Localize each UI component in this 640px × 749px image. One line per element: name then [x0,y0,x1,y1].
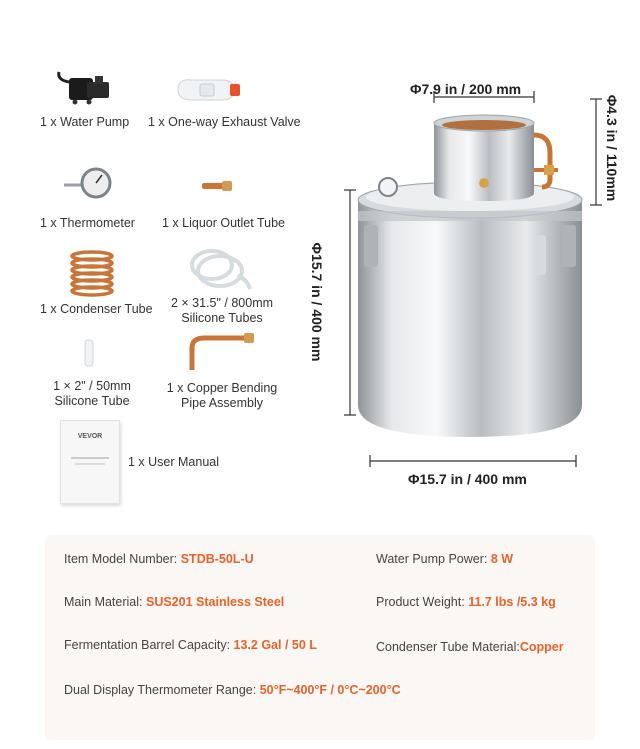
copper-pipe-label-line1: 1 x Copper Bending [166,381,278,395]
silicone-tubes-label-line1: 2 × 31.5" / 800mm [170,296,274,310]
top-height-dimension: Φ4.3 in / 110mm [604,94,620,202]
silicone-tube-label-line2: Silicone Tube [54,394,130,408]
spec-material: Main Material: SUS201 Stainless Steel [64,595,285,609]
spec-condenser-material: Condenser Tube Material:Copper [376,640,564,654]
exhaust-valve-image [172,72,242,106]
spec-capacity: Fermentation Barrel Capacity: 13.2 Gal / 50 L [64,638,317,652]
thermometer-label: 1 x Thermometer [40,216,135,230]
exhaust-valve-label: 1 x One-way Exhaust Valve [148,115,301,129]
spec-thermometer-range: Dual Display Thermometer Range: 50°F~400°F / 0°C~200°C [64,683,401,697]
water-pump-label: 1 x Water Pump [40,115,130,129]
condenser-tube-image [66,248,118,298]
spec-weight: Product Weight: 11.7 lbs /5.3 kg [376,595,556,609]
user-manual-image [60,420,120,504]
liquor-outlet-label: 1 x Liquor Outlet Tube [162,216,285,230]
liquor-outlet-tube-image [200,178,236,194]
thermometer-image [64,163,114,201]
top-width-dimension: Φ7.9 in / 200 mm [410,81,522,97]
water-pump-image [55,68,115,106]
copper-pipe-image [186,330,256,372]
silicone-tube-image [82,338,96,368]
copper-pipe-label-line2: Pipe Assembly [181,396,263,410]
spec-model: Item Model Number: STDB-50L-U [64,552,254,566]
silicone-tubes-image [186,245,254,293]
barrel-height-dimension: Φ15.7 in / 400 mm [309,242,325,362]
spec-pump-power: Water Pump Power: 8 W [376,552,514,566]
user-manual-label: 1 x User Manual [128,455,220,469]
silicone-tubes-label-line2: Silicone Tubes [181,311,263,325]
condenser-tube-label: 1 x Condenser Tube [40,302,153,316]
manual-brand: VEVOR [77,433,103,440]
distiller-image [300,75,620,475]
barrel-width-dimension: Φ15.7 in / 400 mm [408,471,527,487]
silicone-tube-label-line1: 1 × 2" / 50mm [53,379,131,393]
